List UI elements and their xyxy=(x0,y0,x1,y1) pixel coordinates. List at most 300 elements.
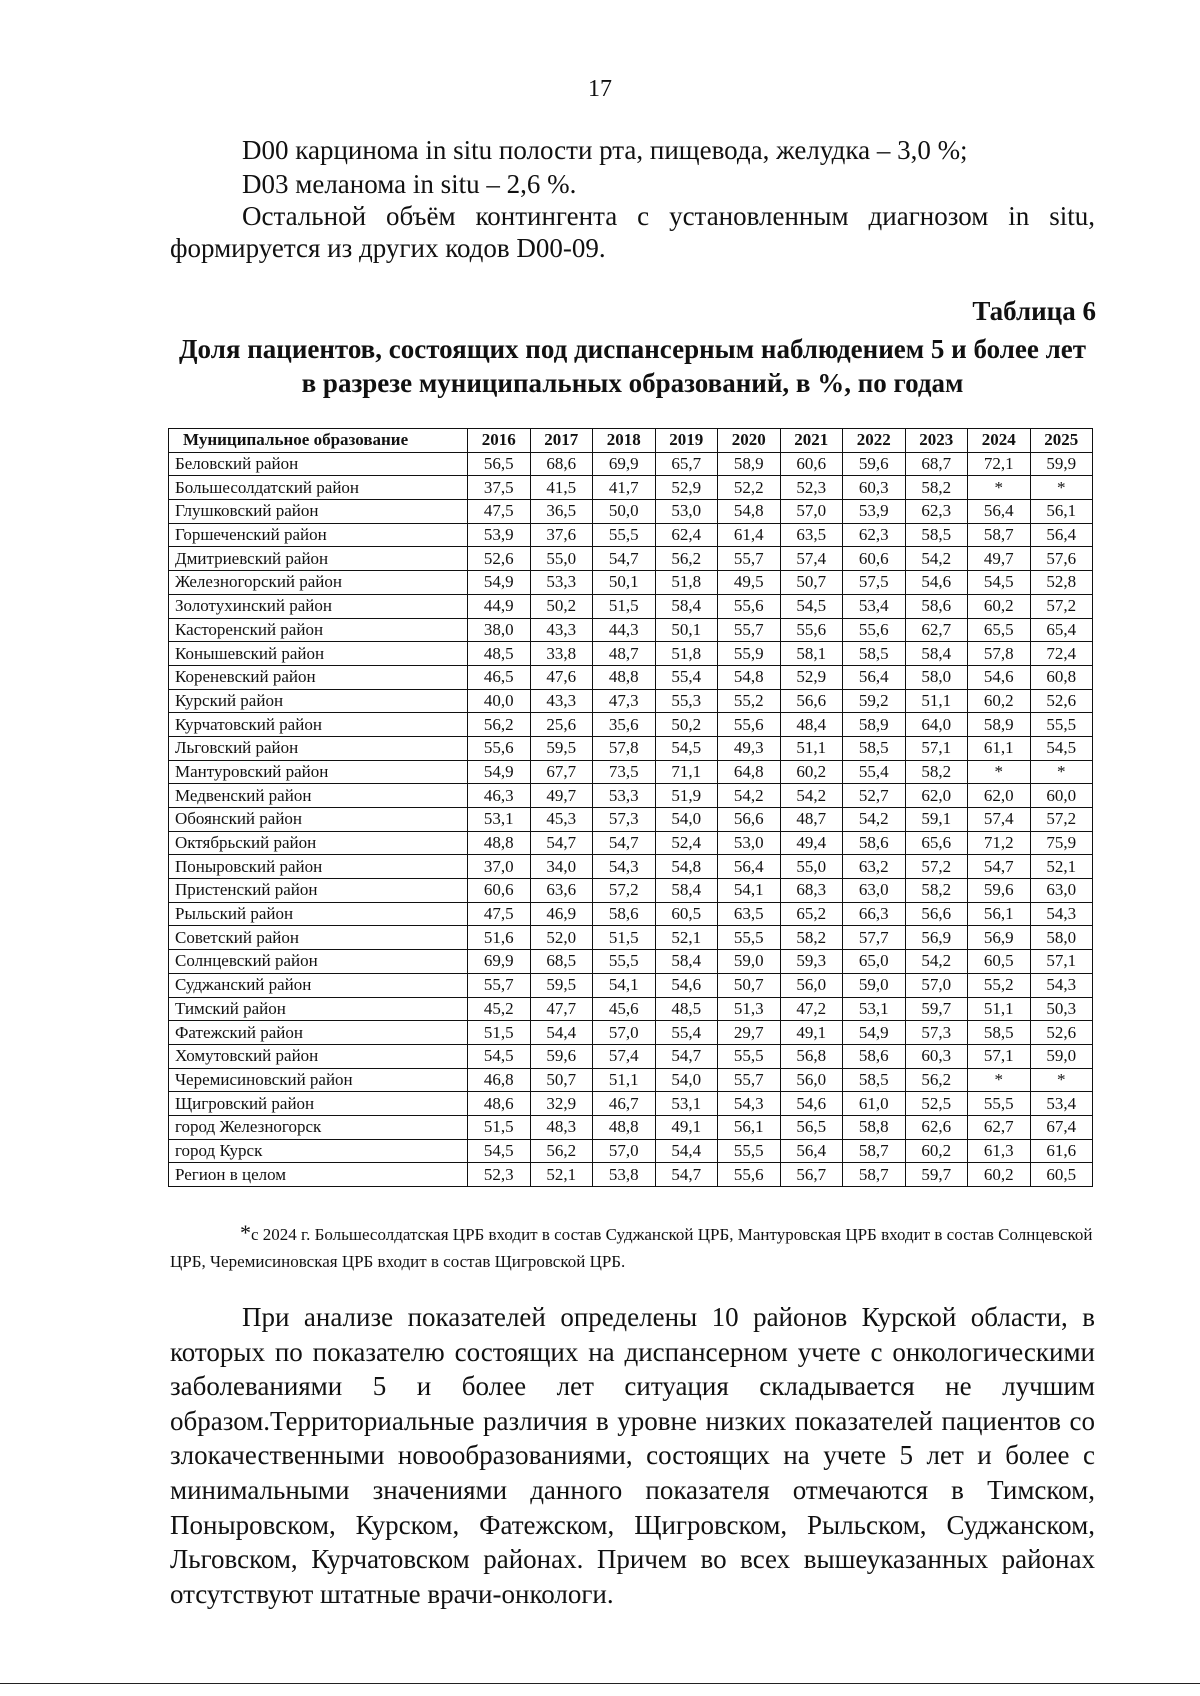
value-cell: 55,6 xyxy=(780,618,843,642)
value-cell: 57,0 xyxy=(905,973,968,997)
value-cell: 58,2 xyxy=(905,476,968,500)
value-cell: * xyxy=(1030,476,1093,500)
municipality-name-cell: Черемисиновский район xyxy=(169,1068,468,1092)
value-cell: 57,0 xyxy=(780,500,843,524)
value-cell: 65,6 xyxy=(905,831,968,855)
table-row xyxy=(169,665,1093,689)
value-cell: 60,2 xyxy=(905,1139,968,1163)
value-cell: 54,7 xyxy=(593,547,656,571)
value-cell: 59,7 xyxy=(905,997,968,1021)
header-cell: Муниципальное образование xyxy=(169,429,468,453)
value-cell: * xyxy=(1030,760,1093,784)
paragraph-d03: D03 меланома in situ – 2,6 %. xyxy=(242,169,577,199)
value-cell: 52,6 xyxy=(468,547,531,571)
header-cell: 2021 xyxy=(780,429,843,453)
value-cell: 56,8 xyxy=(780,1044,843,1068)
value-cell: 58,9 xyxy=(968,713,1031,737)
municipality-name-cell: Хомутовский район xyxy=(169,1044,468,1068)
municipality-name-cell: город Курск xyxy=(169,1139,468,1163)
value-cell: 69,9 xyxy=(468,950,531,974)
value-cell: 58,5 xyxy=(968,1021,1031,1045)
value-cell: 59,0 xyxy=(1030,1044,1093,1068)
value-cell: 50,3 xyxy=(1030,997,1093,1021)
value-cell: 49,5 xyxy=(718,571,781,595)
value-cell: 54,0 xyxy=(655,1068,718,1092)
value-cell: 63,0 xyxy=(1030,879,1093,903)
value-cell: 49,4 xyxy=(780,831,843,855)
value-cell: 53,8 xyxy=(593,1163,656,1187)
municipality-name-cell: Рыльский район xyxy=(169,902,468,926)
value-cell: 57,8 xyxy=(593,736,656,760)
value-cell: 40,0 xyxy=(468,689,531,713)
value-cell: 49,7 xyxy=(530,784,593,808)
table-row xyxy=(169,1092,1093,1116)
municipality-name-cell: Регион в целом xyxy=(169,1163,468,1187)
value-cell: 58,0 xyxy=(1030,926,1093,950)
value-cell: 58,9 xyxy=(843,713,906,737)
value-cell: 68,7 xyxy=(905,452,968,476)
value-cell: 58,5 xyxy=(905,523,968,547)
value-cell: 46,8 xyxy=(468,1068,531,1092)
value-cell: 49,7 xyxy=(968,547,1031,571)
value-cell: 61,6 xyxy=(1030,1139,1093,1163)
value-cell: 50,7 xyxy=(718,973,781,997)
value-cell: 57,5 xyxy=(843,571,906,595)
value-cell: 57,3 xyxy=(593,808,656,832)
value-cell: 53,1 xyxy=(655,1092,718,1116)
value-cell: 50,7 xyxy=(530,1068,593,1092)
value-cell: 53,4 xyxy=(843,594,906,618)
header-cell: 2019 xyxy=(655,429,718,453)
value-cell: 54,9 xyxy=(468,571,531,595)
value-cell: 54,1 xyxy=(718,879,781,903)
table-row xyxy=(169,571,1093,595)
value-cell: 54,5 xyxy=(655,736,718,760)
value-cell: 68,3 xyxy=(780,879,843,903)
value-cell: 53,1 xyxy=(843,997,906,1021)
value-cell: 55,7 xyxy=(718,618,781,642)
value-cell: * xyxy=(968,1068,1031,1092)
value-cell: 55,0 xyxy=(530,547,593,571)
value-cell: 55,0 xyxy=(780,855,843,879)
value-cell: 34,0 xyxy=(530,855,593,879)
value-cell: 54,5 xyxy=(468,1044,531,1068)
municipality-name-cell: Курчатовский район xyxy=(169,713,468,737)
table-row xyxy=(169,950,1093,974)
value-cell: 71,1 xyxy=(655,760,718,784)
value-cell: 44,3 xyxy=(593,618,656,642)
value-cell: 59,5 xyxy=(530,736,593,760)
table-row xyxy=(169,973,1093,997)
value-cell: 46,5 xyxy=(468,665,531,689)
value-cell: 59,5 xyxy=(530,973,593,997)
value-cell: 75,9 xyxy=(1030,831,1093,855)
value-cell: 54,6 xyxy=(780,1092,843,1116)
municipality-name-cell: Медвенский район xyxy=(169,784,468,808)
value-cell: 62,3 xyxy=(843,523,906,547)
value-cell: 55,4 xyxy=(843,760,906,784)
table-row xyxy=(169,808,1093,832)
value-cell: 54,3 xyxy=(1030,973,1093,997)
value-cell: 58,7 xyxy=(843,1163,906,1187)
value-cell: 68,5 xyxy=(530,950,593,974)
municipality-name-cell: Железногорский район xyxy=(169,571,468,595)
value-cell: 49,1 xyxy=(655,1115,718,1139)
value-cell: 64,0 xyxy=(905,713,968,737)
value-cell: 52,3 xyxy=(780,476,843,500)
value-cell: 55,3 xyxy=(655,689,718,713)
value-cell: 52,2 xyxy=(718,476,781,500)
value-cell: 60,2 xyxy=(968,594,1031,618)
value-cell: 48,8 xyxy=(593,1115,656,1139)
table-body xyxy=(169,452,1093,1186)
table-header xyxy=(169,429,1093,453)
value-cell: 54,2 xyxy=(905,950,968,974)
value-cell: 67,4 xyxy=(1030,1115,1093,1139)
value-cell: 61,0 xyxy=(843,1092,906,1116)
value-cell: 50,2 xyxy=(530,594,593,618)
value-cell: 55,6 xyxy=(468,736,531,760)
value-cell: 58,5 xyxy=(843,642,906,666)
municipality-name-cell: Горшеченский район xyxy=(169,523,468,547)
value-cell: 52,9 xyxy=(780,665,843,689)
value-cell: * xyxy=(968,760,1031,784)
municipality-name-cell: Касторенский район xyxy=(169,618,468,642)
header-cell: 2020 xyxy=(718,429,781,453)
table-number: Таблица 6 xyxy=(972,296,1096,326)
value-cell: 57,8 xyxy=(968,642,1031,666)
value-cell: 56,5 xyxy=(468,452,531,476)
header-cell: 2017 xyxy=(530,429,593,453)
paragraph-remaining-contingent: Остальной объём контингента с установленным диагнозом in situ, формируется из других кодов D00-09. xyxy=(170,201,1095,263)
value-cell: 35,6 xyxy=(593,713,656,737)
header-cell: 2018 xyxy=(593,429,656,453)
value-cell: 48,4 xyxy=(780,713,843,737)
value-cell: 58,6 xyxy=(843,1044,906,1068)
value-cell: 59,2 xyxy=(843,689,906,713)
value-cell: 60,2 xyxy=(780,760,843,784)
header-cell: 2025 xyxy=(1030,429,1093,453)
municipality-name-cell: Пристенский район xyxy=(169,879,468,903)
value-cell: 58,2 xyxy=(905,879,968,903)
value-cell: 66,3 xyxy=(843,902,906,926)
value-cell: 58,6 xyxy=(905,594,968,618)
table-row xyxy=(169,476,1093,500)
value-cell: 59,1 xyxy=(905,808,968,832)
value-cell: 55,5 xyxy=(718,1044,781,1068)
table-row xyxy=(169,784,1093,808)
value-cell: 53,3 xyxy=(593,784,656,808)
value-cell: 62,0 xyxy=(905,784,968,808)
value-cell: 57,2 xyxy=(1030,594,1093,618)
value-cell: 52,9 xyxy=(655,476,718,500)
value-cell: 37,6 xyxy=(530,523,593,547)
value-cell: 56,4 xyxy=(843,665,906,689)
value-cell: 57,0 xyxy=(593,1021,656,1045)
value-cell: 53,9 xyxy=(468,523,531,547)
table-row xyxy=(169,831,1093,855)
municipality-name-cell: Тимский район xyxy=(169,997,468,1021)
table-title: Доля пациентов, состоящих под диспансерным наблюдением 5 и более лет в разрезе муниципальных образований, в %, по годам xyxy=(178,334,1087,398)
value-cell: 50,1 xyxy=(593,571,656,595)
table-row xyxy=(169,642,1093,666)
value-cell: 55,6 xyxy=(718,1163,781,1187)
value-cell: 55,7 xyxy=(718,547,781,571)
table-row xyxy=(169,997,1093,1021)
value-cell: 57,4 xyxy=(593,1044,656,1068)
value-cell: 63,2 xyxy=(843,855,906,879)
table-row xyxy=(169,1163,1093,1187)
municipality-name-cell: Большесолдатский район xyxy=(169,476,468,500)
value-cell: 51,5 xyxy=(593,926,656,950)
municipality-name-cell: Льговский район xyxy=(169,736,468,760)
value-cell: 51,5 xyxy=(468,1115,531,1139)
value-cell: 51,5 xyxy=(468,1021,531,1045)
value-cell: 73,5 xyxy=(593,760,656,784)
table-row xyxy=(169,1044,1093,1068)
value-cell: 51,5 xyxy=(593,594,656,618)
value-cell: 54,5 xyxy=(468,1139,531,1163)
value-cell: 59,9 xyxy=(1030,452,1093,476)
value-cell: 46,3 xyxy=(468,784,531,808)
value-cell: 58,5 xyxy=(843,1068,906,1092)
value-cell: 43,3 xyxy=(530,689,593,713)
value-cell: 55,4 xyxy=(655,1021,718,1045)
value-cell: 61,3 xyxy=(968,1139,1031,1163)
municipality-name-cell: город Железногорск xyxy=(169,1115,468,1139)
value-cell: 57,3 xyxy=(905,1021,968,1045)
value-cell: 54,8 xyxy=(655,855,718,879)
value-cell: 65,4 xyxy=(1030,618,1093,642)
value-cell: 56,2 xyxy=(655,547,718,571)
value-cell: 61,4 xyxy=(718,523,781,547)
value-cell: 49,3 xyxy=(718,736,781,760)
footnote-text: с 2024 г. Большесолдатская ЦРБ входит в состав Суджанской ЦРБ, Мантуровская ЦРБ входит в состав Солнцевской ЦРБ, Черемисиновская ЦРБ входит в состав Щигровской ЦРБ. xyxy=(170,1225,1093,1271)
value-cell: 58,4 xyxy=(905,642,968,666)
table-row xyxy=(169,547,1093,571)
value-cell: 53,4 xyxy=(1030,1092,1093,1116)
value-cell: 47,7 xyxy=(530,997,593,1021)
table-row xyxy=(169,452,1093,476)
table-row xyxy=(169,736,1093,760)
value-cell: 61,1 xyxy=(968,736,1031,760)
header-cell: 2024 xyxy=(968,429,1031,453)
table-row xyxy=(169,855,1093,879)
value-cell: 58,6 xyxy=(593,902,656,926)
value-cell: 54,7 xyxy=(593,831,656,855)
value-cell: 57,1 xyxy=(905,736,968,760)
table-row xyxy=(169,1115,1093,1139)
value-cell: 64,8 xyxy=(718,760,781,784)
value-cell: 63,6 xyxy=(530,879,593,903)
value-cell: 58,4 xyxy=(655,950,718,974)
municipality-name-cell: Суджанский район xyxy=(169,973,468,997)
value-cell: 57,1 xyxy=(968,1044,1031,1068)
value-cell: 56,0 xyxy=(780,1068,843,1092)
value-cell: 57,4 xyxy=(780,547,843,571)
municipality-name-cell: Октябрьский район xyxy=(169,831,468,855)
value-cell: 59,7 xyxy=(905,1163,968,1187)
value-cell: 54,5 xyxy=(780,594,843,618)
value-cell: 56,4 xyxy=(968,500,1031,524)
value-cell: 59,6 xyxy=(530,1044,593,1068)
value-cell: 56,0 xyxy=(780,973,843,997)
value-cell: 47,2 xyxy=(780,997,843,1021)
value-cell: * xyxy=(968,476,1031,500)
table-row xyxy=(169,1068,1093,1092)
table-row xyxy=(169,760,1093,784)
value-cell: 52,7 xyxy=(843,784,906,808)
value-cell: 56,4 xyxy=(718,855,781,879)
value-cell: 55,6 xyxy=(843,618,906,642)
value-cell: 54,1 xyxy=(593,973,656,997)
value-cell: 59,6 xyxy=(843,452,906,476)
value-cell: 57,2 xyxy=(593,879,656,903)
municipality-name-cell: Советский район xyxy=(169,926,468,950)
value-cell: 59,6 xyxy=(968,879,1031,903)
footnote-marker: * xyxy=(240,1220,251,1245)
value-cell: 58,2 xyxy=(780,926,843,950)
value-cell: 51,8 xyxy=(655,642,718,666)
value-cell: 55,6 xyxy=(718,594,781,618)
value-cell: 63,0 xyxy=(843,879,906,903)
value-cell: 60,5 xyxy=(655,902,718,926)
value-cell: 47,5 xyxy=(468,902,531,926)
value-cell: 54,3 xyxy=(1030,902,1093,926)
value-cell: 56,1 xyxy=(1030,500,1093,524)
value-cell: 55,4 xyxy=(655,665,718,689)
table-row xyxy=(169,926,1093,950)
value-cell: 57,2 xyxy=(1030,808,1093,832)
table-row xyxy=(169,1021,1093,1045)
municipality-name-cell: Беловский район xyxy=(169,452,468,476)
header-cell: 2023 xyxy=(905,429,968,453)
value-cell: 60,6 xyxy=(843,547,906,571)
value-cell: 57,0 xyxy=(593,1139,656,1163)
value-cell: 54,5 xyxy=(968,571,1031,595)
municipality-name-cell: Кореневский район xyxy=(169,665,468,689)
value-cell: 43,3 xyxy=(530,618,593,642)
value-cell: 55,5 xyxy=(1030,713,1093,737)
value-cell: 60,2 xyxy=(968,689,1031,713)
header-row xyxy=(169,429,1093,453)
value-cell: 67,7 xyxy=(530,760,593,784)
value-cell: 60,3 xyxy=(843,476,906,500)
value-cell: 47,3 xyxy=(593,689,656,713)
value-cell: 55,5 xyxy=(718,926,781,950)
value-cell: 58,4 xyxy=(655,594,718,618)
table-footnote xyxy=(170,1219,1095,1275)
value-cell: 52,4 xyxy=(655,831,718,855)
value-cell: 48,8 xyxy=(468,831,531,855)
value-cell: 58,5 xyxy=(843,736,906,760)
conclusion-paragraph: При анализе показателей определены 10 районов Курской области, в которых по показателю состоящих на диспансерном учете с онкологическими заболеваниями 5 и более лет ситуация складывается не лучшим образом.Территориальные различия в уровне низких показателей пациентов со злокачественными новообразованиями, состоящих на учете 5 лет и более с минимальными значениями данного показателя отмечаются в Тимском, Поныровском, Курском, Фатежском, Щигровском, Рыльском, Суджанском, Льговском, Курчатовском районах. Причем во всех вышеуказанных районах отсутствуют штатные врачи-онкологи. xyxy=(170,1302,1095,1609)
value-cell: 55,5 xyxy=(593,950,656,974)
value-cell: 54,0 xyxy=(655,808,718,832)
value-cell: 72,4 xyxy=(1030,642,1093,666)
value-cell: 60,2 xyxy=(968,1163,1031,1187)
value-cell: 54,6 xyxy=(968,665,1031,689)
value-cell: 53,3 xyxy=(530,571,593,595)
table-row xyxy=(169,618,1093,642)
value-cell: 55,2 xyxy=(968,973,1031,997)
value-cell: 45,3 xyxy=(530,808,593,832)
municipality-name-cell: Конышевский район xyxy=(169,642,468,666)
value-cell: 54,4 xyxy=(530,1021,593,1045)
value-cell: 41,7 xyxy=(593,476,656,500)
value-cell: 54,7 xyxy=(530,831,593,855)
value-cell: 54,8 xyxy=(718,500,781,524)
value-cell: 62,7 xyxy=(905,618,968,642)
value-cell: 51,1 xyxy=(905,689,968,713)
value-cell: 65,0 xyxy=(843,950,906,974)
value-cell: 37,0 xyxy=(468,855,531,879)
value-cell: 50,0 xyxy=(593,500,656,524)
value-cell: 50,1 xyxy=(655,618,718,642)
value-cell: 48,8 xyxy=(593,665,656,689)
municipality-name-cell: Поныровский район xyxy=(169,855,468,879)
value-cell: 56,7 xyxy=(780,1163,843,1187)
value-cell: 59,0 xyxy=(843,973,906,997)
value-cell: 54,3 xyxy=(593,855,656,879)
value-cell: 52,3 xyxy=(468,1163,531,1187)
value-cell: 65,7 xyxy=(655,452,718,476)
value-cell: 62,7 xyxy=(968,1115,1031,1139)
value-cell: 54,7 xyxy=(655,1163,718,1187)
value-cell: 52,5 xyxy=(905,1092,968,1116)
value-cell: 54,5 xyxy=(1030,736,1093,760)
value-cell: 54,3 xyxy=(718,1092,781,1116)
value-cell: 47,6 xyxy=(530,665,593,689)
value-cell: 51,6 xyxy=(468,926,531,950)
value-cell: 65,2 xyxy=(780,902,843,926)
value-cell: 56,9 xyxy=(968,926,1031,950)
table-row xyxy=(169,523,1093,547)
value-cell: 29,7 xyxy=(718,1021,781,1045)
value-cell: 52,1 xyxy=(1030,855,1093,879)
value-cell: 56,4 xyxy=(780,1139,843,1163)
value-cell: 52,8 xyxy=(1030,571,1093,595)
municipality-name-cell: Курский район xyxy=(169,689,468,713)
table-row xyxy=(169,902,1093,926)
value-cell: 55,9 xyxy=(718,642,781,666)
value-cell: 69,9 xyxy=(593,452,656,476)
value-cell: 51,1 xyxy=(780,736,843,760)
value-cell: 55,5 xyxy=(593,523,656,547)
value-cell: 72,1 xyxy=(968,452,1031,476)
municipality-name-cell: Глушковский район xyxy=(169,500,468,524)
value-cell: 54,6 xyxy=(655,973,718,997)
value-cell: 56,6 xyxy=(905,902,968,926)
value-cell: 55,7 xyxy=(468,973,531,997)
value-cell: 54,7 xyxy=(968,855,1031,879)
value-cell: 57,2 xyxy=(905,855,968,879)
value-cell: 38,0 xyxy=(468,618,531,642)
value-cell: 48,3 xyxy=(530,1115,593,1139)
value-cell: 37,5 xyxy=(468,476,531,500)
value-cell: * xyxy=(1030,1068,1093,1092)
value-cell: 58,8 xyxy=(843,1115,906,1139)
value-cell: 50,2 xyxy=(655,713,718,737)
value-cell: 56,2 xyxy=(905,1068,968,1092)
table-row xyxy=(169,879,1093,903)
value-cell: 46,7 xyxy=(593,1092,656,1116)
value-cell: 56,9 xyxy=(905,926,968,950)
value-cell: 54,2 xyxy=(780,784,843,808)
municipality-name-cell: Золотухинский район xyxy=(169,594,468,618)
value-cell: 33,8 xyxy=(530,642,593,666)
value-cell: 60,6 xyxy=(468,879,531,903)
